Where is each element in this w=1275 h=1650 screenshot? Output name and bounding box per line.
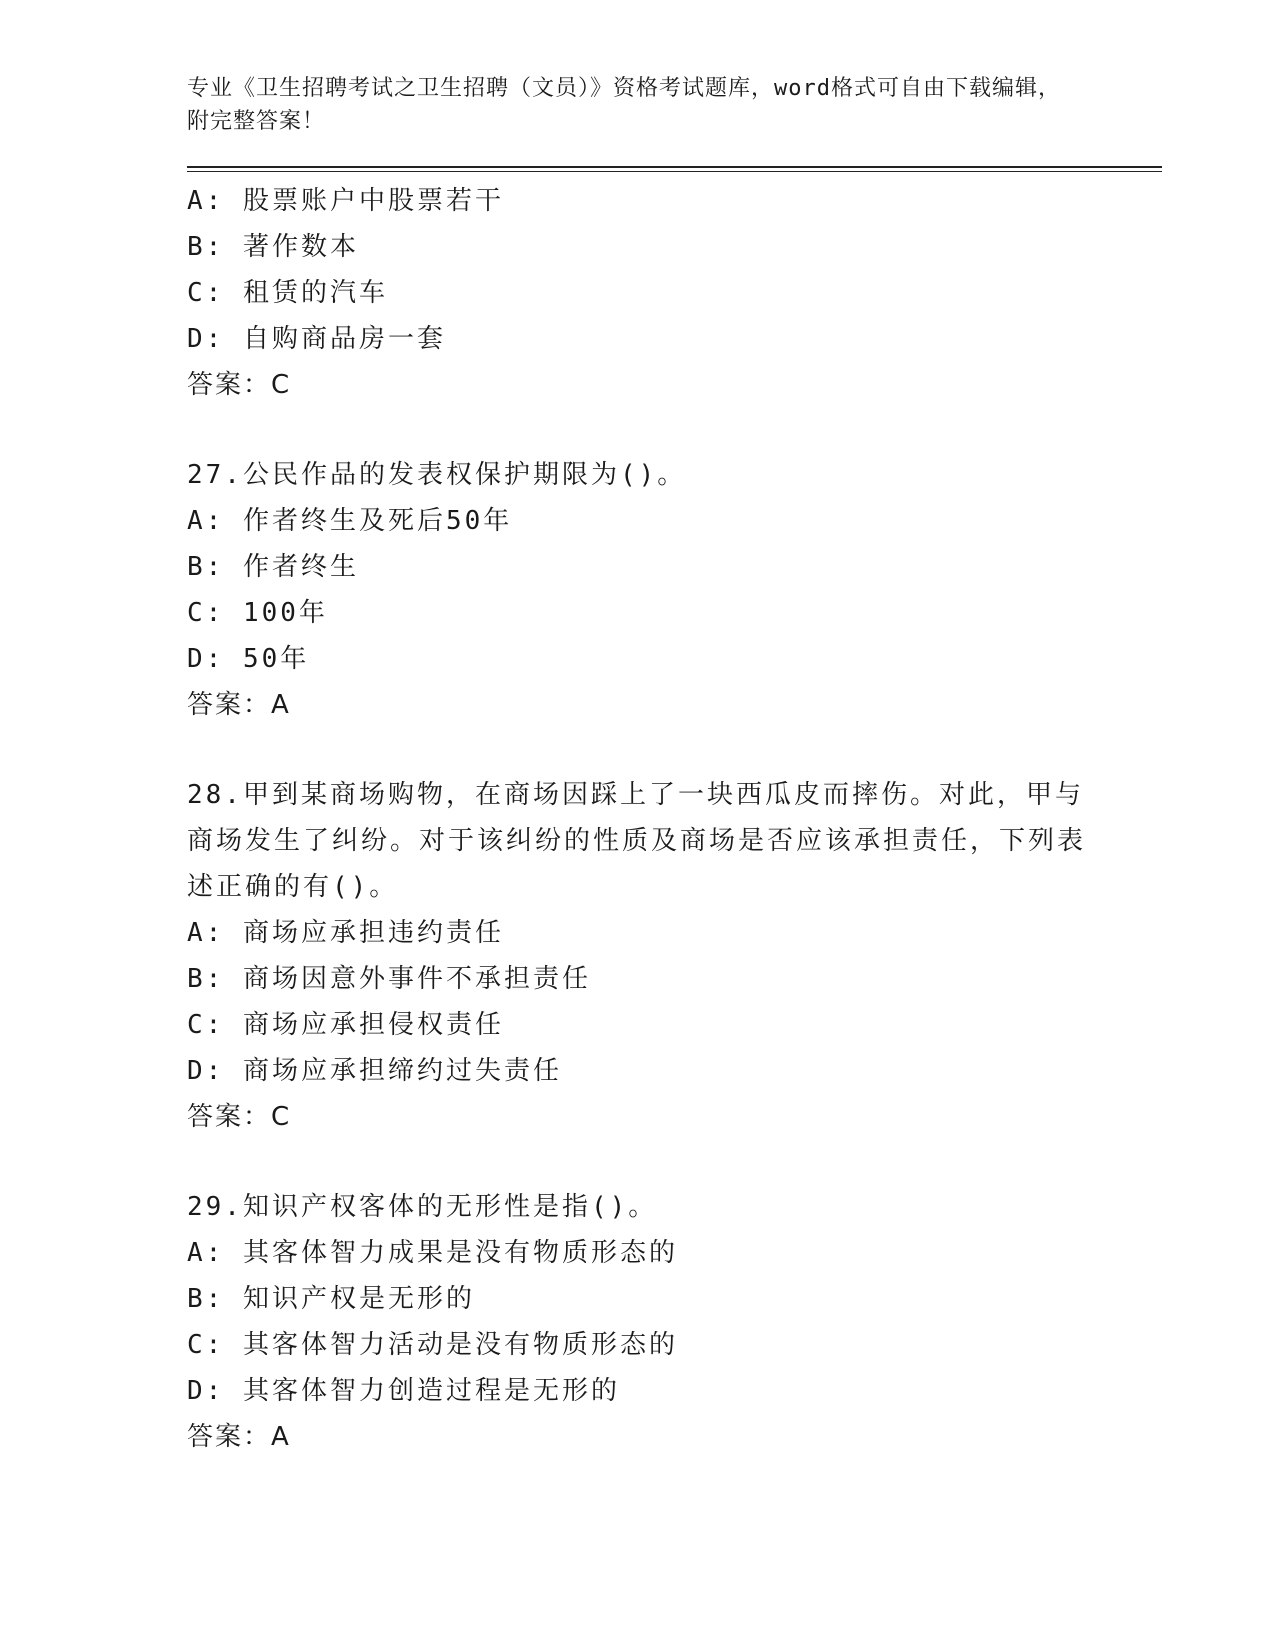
option-c: C: 租赁的汽车 [187,278,388,308]
option-a: A: 商场应承担违约责任 [187,918,504,948]
option-d: D: 其客体智力创造过程是无形的 [187,1376,620,1406]
option-b: B: 商场因意外事件不承担责任 [187,964,591,994]
header-divider [187,166,1162,172]
answer: 答案：C [187,370,292,400]
question-27 [187,452,1162,728]
question-stem: 27.公民作品的发表权保护期限为()。 [187,460,687,490]
answer: 答案：C [187,1102,292,1132]
option-d: D: 50年 [187,644,310,674]
option-c: C: 100年 [187,598,328,628]
document-page [187,72,1162,1460]
option-b: B: 著作数本 [187,232,359,262]
option-a: A: 其客体智力成果是没有物质形态的 [187,1238,678,1268]
option-b: B: 知识产权是无形的 [187,1284,475,1314]
option-c: C: 商场应承担侵权责任 [187,1010,504,1040]
answer: 答案：A [187,1422,291,1452]
answer: 答案：A [187,690,291,720]
document-header: 专业《卫生招聘考试之卫生招聘（文员）》资格考试题库，word格式可自由下载编辑，附完整答案！ [187,76,1061,134]
question-26-partial [187,178,1162,408]
option-a: A: 股票账户中股票若干 [187,186,504,216]
option-d: D: 商场应承担缔约过失责任 [187,1056,562,1086]
option-c: C: 其客体智力活动是没有物质形态的 [187,1330,678,1360]
option-b: B: 作者终生 [187,552,359,582]
question-28 [187,772,1162,1140]
option-d: D: 自购商品房一套 [187,324,446,354]
question-stem: 29.知识产权客体的无形性是指()。 [187,1192,658,1222]
question-29 [187,1184,1162,1460]
question-stem: 28.甲到某商场购物，在商场因踩上了一块西瓜皮而摔伤。对此，甲与商场发生了纠纷。对于该纠纷的性质及商场是否应该承担责任，下列表述正确的有()。 [187,780,1087,902]
option-a: A: 作者终生及死后50年 [187,506,513,536]
